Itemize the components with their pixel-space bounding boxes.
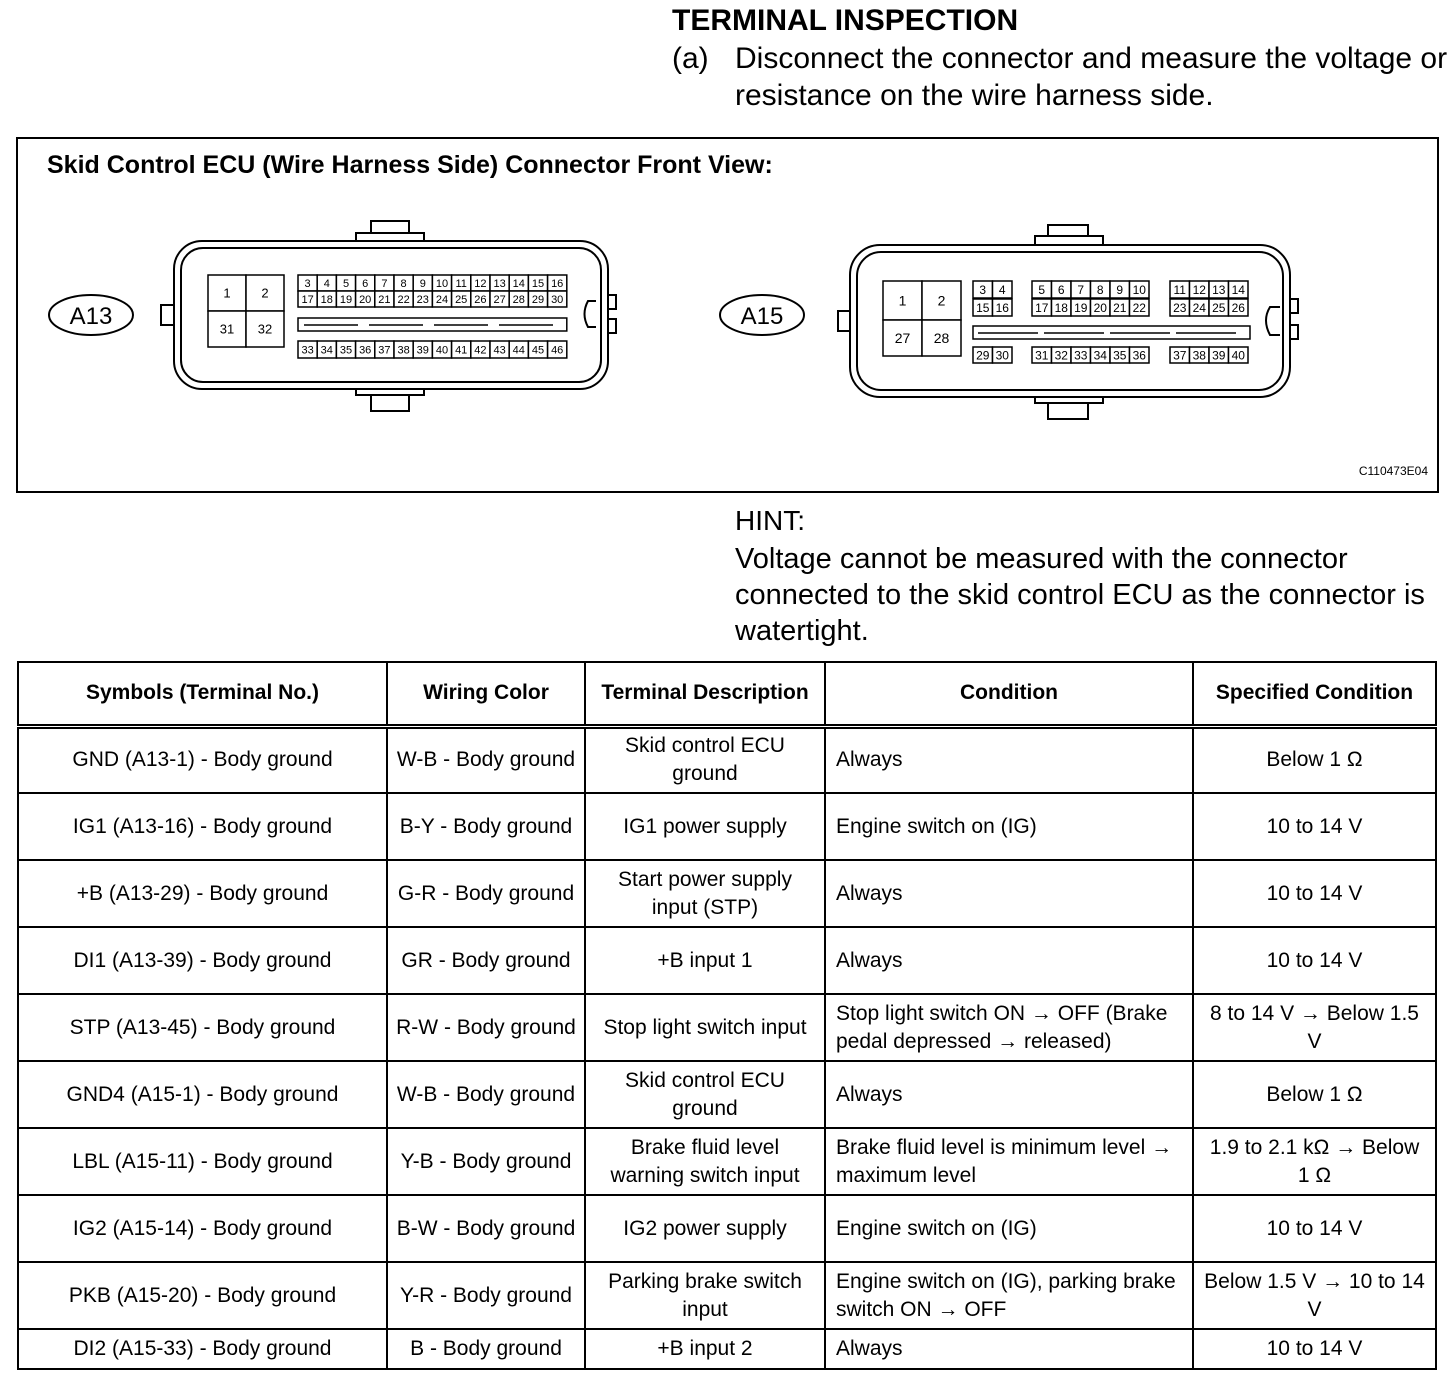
- cell-condition: Engine switch on (IG), parking brake switch ON → OFF: [825, 1262, 1193, 1329]
- pin-a13-label: 40: [435, 344, 449, 357]
- cell-description: Skid control ECU ground: [585, 726, 825, 793]
- pin-a13-label: 34: [320, 344, 333, 357]
- cell-condition: Always: [825, 726, 1193, 793]
- cell-wiring: W-B - Body ground: [387, 726, 585, 793]
- cell-wiring: R-W - Body ground: [387, 994, 585, 1061]
- table-row: [18, 726, 1436, 793]
- cell-specified: 10 to 14 V: [1193, 793, 1436, 860]
- cell-symbol: IG2 (A15-14) - Body ground: [18, 1195, 387, 1262]
- pin-a13-large-label: 31: [219, 321, 235, 337]
- pin-a15-label: 32: [1054, 348, 1068, 363]
- cell-condition: Engine switch on (IG): [825, 793, 1193, 860]
- pin-a15-label: 39: [1212, 348, 1226, 363]
- pin-a13-label: 20: [359, 293, 372, 306]
- table-row: [18, 793, 1436, 860]
- side-tab-right-bottom-a15: [1290, 325, 1298, 339]
- pin-a13-label: 28: [512, 293, 525, 306]
- cell-condition: Stop light switch ON → OFF (Brake pedal depressed → released): [825, 994, 1193, 1061]
- pin-a15-large-label: 27: [894, 330, 911, 347]
- pin-a13-label: 42: [474, 344, 487, 357]
- pin-a13-label: 38: [397, 344, 410, 357]
- table-row: [18, 927, 1436, 994]
- pin-a15-label: 10: [1132, 282, 1146, 297]
- pin-a15-label: 23: [1173, 300, 1187, 315]
- cell-description: Skid control ECU ground: [585, 1061, 825, 1128]
- pin-a15-large-label: 1: [898, 292, 907, 309]
- connector-label-a15: A15: [740, 303, 784, 330]
- pin-a13-label: 13: [493, 277, 506, 290]
- cell-specified: 10 to 14 V: [1193, 927, 1436, 994]
- cell-wiring: GR - Body ground: [387, 927, 585, 994]
- cell-symbol: +B (A13-29) - Body ground: [18, 860, 387, 927]
- pin-a15-label: 25: [1212, 300, 1226, 315]
- cell-description: +B input 2: [585, 1329, 825, 1369]
- pin-a13-label: 18: [320, 293, 333, 306]
- pin-a15-label: 6: [1057, 282, 1065, 297]
- pin-a15-label: 34: [1093, 348, 1107, 363]
- pin-a13-label: 25: [455, 293, 468, 306]
- pin-a15-label: 31: [1035, 348, 1049, 363]
- pin-a15-label: 18: [1054, 300, 1068, 315]
- cell-condition: Brake fluid level is minimum level → maximum level: [825, 1128, 1193, 1195]
- step-marker: (a): [672, 42, 709, 75]
- side-tab-right-bottom-a13: [608, 319, 616, 333]
- pin-a13-label: 15: [531, 277, 545, 290]
- cell-condition: Engine switch on (IG): [825, 1195, 1193, 1262]
- pin-a13-label: 37: [378, 344, 391, 357]
- pin-a15-label: 40: [1231, 348, 1245, 363]
- pin-a13-label: 9: [419, 277, 426, 290]
- pin-a15-large-label: 2: [937, 292, 946, 309]
- pin-a15-label: 5: [1038, 282, 1046, 297]
- pin-a15-label: 7: [1077, 282, 1085, 297]
- cell-condition: Always: [825, 927, 1193, 994]
- pin-a13-label: 36: [359, 344, 372, 357]
- pin-a13-large-label: 2: [261, 285, 269, 301]
- pin-a15-label: 36: [1132, 348, 1146, 363]
- cell-specified: 10 to 14 V: [1193, 1329, 1436, 1369]
- pin-a15-label: 17: [1035, 300, 1049, 315]
- pin-a15-label: 24: [1192, 300, 1206, 315]
- hint-label: HINT:: [735, 505, 805, 536]
- pin-a13-label: 45: [531, 344, 545, 357]
- pin-a13-label: 17: [301, 293, 314, 306]
- pin-a15-label: 37: [1173, 348, 1187, 363]
- cell-symbol: GND4 (A15-1) - Body ground: [18, 1061, 387, 1128]
- cell-specified: Below 1 Ω: [1193, 1061, 1436, 1128]
- pin-a15-label: 33: [1074, 348, 1088, 363]
- pin-a15-large-label: 28: [933, 330, 950, 347]
- table-row: [18, 1195, 1436, 1262]
- pin-a13-label: 30: [551, 293, 564, 306]
- pin-a15-label: 29: [976, 348, 990, 363]
- step-text: Disconnect the connector and measure the voltage or resistance on the wire harness side.: [735, 42, 1448, 112]
- pin-a13-label: 11: [455, 277, 467, 290]
- pin-a13-large-label: 1: [223, 285, 231, 301]
- col-header-specified: Specified Condition: [1193, 662, 1436, 726]
- pin-a15-label: 19: [1074, 300, 1088, 315]
- cell-wiring: Y-B - Body ground: [387, 1128, 585, 1195]
- pin-a15-label: 11: [1173, 282, 1186, 297]
- cell-wiring: B - Body ground: [387, 1329, 585, 1369]
- table-row: [18, 1128, 1436, 1195]
- cell-specified: Below 1 Ω: [1193, 726, 1436, 793]
- pin-a15-label: 20: [1093, 300, 1107, 315]
- cell-description: IG2 power supply: [585, 1195, 825, 1262]
- pin-a13-label: 26: [474, 293, 487, 306]
- table-row: [18, 1061, 1436, 1128]
- pin-a15-label: 30: [995, 348, 1009, 363]
- table-row: [18, 994, 1436, 1061]
- pin-a15-label: 16: [995, 300, 1009, 315]
- cell-condition: Always: [825, 860, 1193, 927]
- pin-a13-label: 35: [339, 344, 353, 357]
- pin-a13-label: 22: [397, 293, 410, 306]
- pin-a13-label: 10: [435, 277, 449, 290]
- cell-description: Stop light switch input: [585, 994, 825, 1061]
- cell-symbol: STP (A13-45) - Body ground: [18, 994, 387, 1061]
- connector-label-a13: A13: [69, 303, 113, 330]
- cell-symbol: DI2 (A15-33) - Body ground: [18, 1329, 387, 1369]
- connector-diagram: [18, 139, 1437, 491]
- cell-symbol: DI1 (A13-39) - Body ground: [18, 927, 387, 994]
- table-row: [18, 1262, 1436, 1329]
- cell-wiring: Y-R - Body ground: [387, 1262, 585, 1329]
- pin-a15-label: 8: [1096, 282, 1104, 297]
- side-tab-right-top-a15: [1290, 299, 1298, 313]
- cell-wiring: W-B - Body ground: [387, 1061, 585, 1128]
- cell-specified: 8 to 14 V → Below 1.5 V: [1193, 994, 1436, 1061]
- pin-a13-label: 44: [512, 344, 525, 357]
- pin-a15-label: 35: [1113, 348, 1127, 363]
- side-tab-left-a15: [838, 311, 850, 331]
- cell-description: +B input 1: [585, 927, 825, 994]
- pin-a13-label: 39: [416, 344, 429, 357]
- cell-specified: Below 1.5 V → 10 to 14 V: [1193, 1262, 1436, 1329]
- cell-specified: 10 to 14 V: [1193, 1195, 1436, 1262]
- cell-symbol: LBL (A15-11) - Body ground: [18, 1128, 387, 1195]
- cell-description: IG1 power supply: [585, 793, 825, 860]
- connector-figure: [16, 137, 1439, 493]
- pin-a15-label: 14: [1231, 282, 1245, 297]
- cell-condition: Always: [825, 1329, 1193, 1369]
- pin-a13-large-label: 32: [257, 321, 273, 337]
- cell-specified: 1.9 to 2.1 kΩ → Below 1 Ω: [1193, 1128, 1436, 1195]
- cell-description: Start power supply input (STP): [585, 860, 825, 927]
- pin-a13-label: 33: [301, 344, 314, 357]
- cell-description: Parking brake switch input: [585, 1262, 825, 1329]
- cell-wiring: G-R - Body ground: [387, 860, 585, 927]
- table-row: [18, 860, 1436, 927]
- section-title: TERMINAL INSPECTION: [672, 4, 1019, 37]
- pin-a15-label: 38: [1192, 348, 1206, 363]
- side-tab-left-a13: [161, 305, 174, 325]
- pin-a13-label: 4: [323, 277, 330, 290]
- pin-a15-label: 4: [998, 282, 1006, 297]
- pin-a13-label: 7: [381, 277, 388, 290]
- pin-a13-label: 3: [304, 277, 311, 290]
- pin-a15-label: 15: [976, 300, 990, 315]
- pin-a13-label: 5: [342, 277, 350, 290]
- pin-a13-label: 14: [512, 277, 525, 290]
- pin-a15-label: 21: [1113, 300, 1127, 315]
- cell-description: Brake fluid level warning switch input: [585, 1128, 825, 1195]
- cell-specified: 10 to 14 V: [1193, 860, 1436, 927]
- cell-symbol: PKB (A15-20) - Body ground: [18, 1262, 387, 1329]
- pin-a13-label: 46: [551, 344, 564, 357]
- pin-a13-label: 19: [339, 293, 353, 306]
- table-row: [18, 1329, 1436, 1369]
- terminal-spec-table: [17, 661, 1437, 1370]
- pin-a13-label: 41: [455, 344, 468, 357]
- cell-symbol: GND (A13-1) - Body ground: [18, 726, 387, 793]
- pin-a15-label: 26: [1231, 300, 1245, 315]
- cell-wiring: B-Y - Body ground: [387, 793, 585, 860]
- col-header-condition: Condition: [825, 662, 1193, 726]
- figure-code: C110473E04: [1358, 464, 1428, 478]
- pin-a13-label: 21: [378, 293, 391, 306]
- pin-a13-label: 8: [400, 277, 407, 290]
- pin-a13-label: 24: [435, 293, 449, 306]
- pin-a15-label: 9: [1116, 282, 1124, 297]
- pin-a13-label: 29: [531, 293, 545, 306]
- table-header-row: [18, 662, 1436, 726]
- col-header-wiring: Wiring Color: [387, 662, 585, 726]
- pin-a13-label: 12: [474, 277, 487, 290]
- pin-a15-label: 12: [1192, 282, 1206, 297]
- pin-a13-label: 6: [362, 277, 369, 290]
- pin-a13-label: 27: [493, 293, 506, 306]
- pin-a15-label: 13: [1212, 282, 1226, 297]
- figure-title: Skid Control ECU (Wire Harness Side) Connector Front View:: [47, 151, 773, 179]
- pin-a13-label: 16: [551, 277, 564, 290]
- pin-a13-label: 43: [493, 344, 506, 357]
- col-header-symbols: Symbols (Terminal No.): [18, 662, 387, 726]
- pin-a15-label: 3: [979, 282, 987, 297]
- cell-wiring: B-W - Body ground: [387, 1195, 585, 1262]
- cell-condition: Always: [825, 1061, 1193, 1128]
- side-tab-right-top-a13: [608, 295, 616, 309]
- cell-symbol: IG1 (A13-16) - Body ground: [18, 793, 387, 860]
- hint-text: Voltage cannot be measured with the connector connected to the skid control ECU as the connector is watertight.: [735, 543, 1425, 647]
- pin-a13-label: 23: [416, 293, 429, 306]
- pin-a15-label: 22: [1132, 300, 1146, 315]
- col-header-description: Terminal Description: [585, 662, 825, 726]
